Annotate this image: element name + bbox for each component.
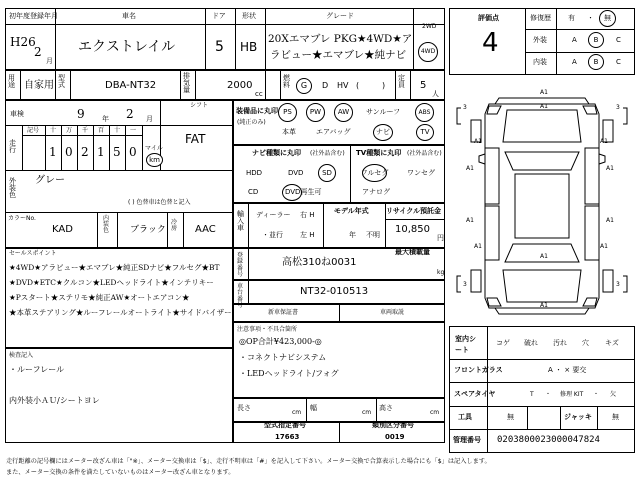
reg-month: 2	[34, 45, 42, 59]
exterior-grade-c: C	[616, 36, 621, 44]
repair-yes: 有	[568, 14, 575, 22]
jack-value: 無	[612, 413, 619, 421]
damage-label: A1	[466, 217, 474, 224]
damage-label: A1	[606, 165, 614, 172]
spec-row	[5, 70, 445, 100]
equip-sunroof: サンルーフ	[366, 108, 401, 116]
interior-color: ブラック	[130, 225, 166, 235]
class-value: 0019	[385, 433, 405, 441]
damage-label: A1	[474, 243, 482, 250]
car-name-label: 車名	[122, 12, 136, 20]
registration-plate: 高松310ね0031	[282, 257, 357, 268]
tv-fullseg-mark: フルセグ	[362, 164, 387, 182]
exterior-grade-mark: B	[588, 32, 604, 48]
equipment-title: 装備品に丸印	[236, 107, 278, 115]
nav-subtitle: (社外品含む)	[310, 150, 345, 157]
displacement-label: 排気量	[183, 72, 190, 94]
seat-item: 穴	[582, 339, 589, 347]
nav-title: ナビ種類に丸印	[252, 149, 301, 157]
footer-note-2: また、メーター交換の条件を満たしていないものはメーター改ざん車となります。	[6, 469, 235, 476]
model-spec-value: 17663	[275, 433, 300, 441]
usage-label: 用途	[8, 74, 15, 89]
spare-item: ・	[545, 391, 552, 398]
tools-value: 無	[507, 413, 514, 421]
mgmt-label: 管理番号	[453, 436, 481, 444]
place-label: 一	[130, 127, 137, 134]
equipment-subtitle: (純正のみ)	[237, 119, 266, 126]
inspection-month: 2	[126, 107, 134, 121]
class-label: 類別区分番号	[372, 421, 414, 429]
registration-label: 登録番号	[237, 252, 244, 278]
tv-oneseg: ワンセグ	[407, 169, 435, 177]
notes-label: 注意事項・不具合箇所	[237, 326, 298, 333]
mileage-digit: 0	[129, 145, 137, 159]
displacement-unit: cc	[255, 90, 263, 98]
displacement-value: 2000	[227, 80, 253, 91]
inspection-year: 9	[77, 107, 85, 121]
bracket-number: 3	[616, 281, 620, 288]
nav-dvd-playback-mark: DVD再生可	[282, 184, 302, 201]
sales-point-line: ★Pスタート★ステリモ★純正AW★オートエアコン★	[9, 293, 190, 302]
car-name: エクストレイル	[78, 39, 176, 55]
damage-label: A1	[606, 217, 614, 224]
seat-item: コゲ	[496, 339, 510, 347]
unit-mile: マイル	[145, 145, 163, 152]
import-dealer: ディーラー	[256, 211, 291, 219]
capacity-unit: 人	[432, 90, 439, 98]
usage-value: 自家用	[24, 80, 54, 91]
length-label: 長さ	[237, 404, 251, 412]
mileage-digit: 0	[65, 145, 73, 159]
grade-label: グレード	[326, 12, 354, 20]
import-right: 右 H	[300, 211, 315, 219]
bracket-number: 3	[463, 104, 467, 111]
width-label: 幅	[310, 404, 317, 412]
equip-tv-mark: TV	[416, 124, 434, 141]
model-spec-label: 型式指定番号	[264, 421, 306, 429]
height-label: 高さ	[379, 404, 393, 412]
exterior-grade-a: A	[572, 36, 577, 44]
score-label: 評価点	[478, 14, 499, 22]
mileage-digit: 1	[49, 145, 57, 159]
interior-grade-a: A	[572, 58, 577, 66]
exterior-grade-label: 外装	[533, 36, 547, 44]
tv-analog: アナログ	[362, 188, 390, 196]
door-label: ドア	[212, 12, 226, 20]
seat-item: 汚れ	[553, 339, 567, 347]
body-type: HB	[240, 40, 258, 54]
spare-item: 欠	[610, 391, 617, 398]
spare-item: T	[530, 391, 534, 398]
equip-ps-mark: PS	[278, 103, 297, 122]
glass-label: フロントガラス	[454, 366, 503, 374]
era-year: H26	[10, 35, 36, 49]
exterior-note: ( ) 色替車は色替と記入	[128, 199, 191, 206]
exterior-label: 外装色	[9, 177, 16, 199]
seat-item: キズ	[605, 339, 619, 347]
unit-km-mark: km	[146, 153, 163, 167]
note-line: ・LEDヘッドライト/フォグ	[239, 369, 339, 378]
width-unit: cm	[362, 409, 372, 416]
nav-hdd: HDD	[246, 169, 263, 177]
color-no-label: カラーNo.	[8, 215, 36, 222]
interior-grade-label: 内装	[533, 58, 547, 66]
import-label: 輸入車	[237, 210, 244, 232]
fuel-paren-open: (	[356, 81, 360, 90]
glass-value: A ・ × 要交	[548, 366, 587, 374]
jack-label: ジャッキ	[564, 413, 592, 421]
frame-number: NT32-010513	[300, 286, 369, 297]
length-unit: cm	[292, 409, 302, 416]
damage-label: A1	[600, 138, 608, 145]
inspector-line: 内外装小ＡＵ/シートヨレ	[9, 396, 100, 405]
damage-label: A1	[540, 302, 548, 309]
import-left: 左 H	[300, 231, 315, 239]
place-label: 十	[50, 127, 57, 134]
model-year-label: モデル年式	[334, 207, 369, 215]
equip-pw-mark: PW	[306, 103, 325, 122]
fuel-hv: HV	[337, 81, 349, 90]
damage-label: A1	[600, 243, 608, 250]
seat-item: 破れ	[524, 339, 538, 347]
nav-sd-mark: SD	[318, 164, 336, 182]
fuel-paren-close: )	[382, 81, 386, 90]
max-load-label: 最大積載量	[395, 248, 430, 256]
model-value: DBA-NT32	[105, 80, 157, 91]
badge-2wd: 2WD	[422, 23, 437, 30]
note-line: ◎OP合計¥423,000-◎	[239, 337, 322, 346]
spare-item: ・	[593, 391, 600, 398]
repair-none-mark: 無	[599, 10, 616, 27]
inspection-year-unit: 年	[102, 115, 109, 123]
footer-note-1: 走行距離の記号欄にはメーター改ざん車は「"※」、メーター交換車は「$」、走行不明車は「#」を記入して下さい。メーター交換で合算表示した場合にも「$」は記入します。	[6, 458, 491, 465]
fuel-diesel: D	[322, 81, 329, 90]
bracket-number: 3	[616, 104, 620, 111]
damage-label: A1	[540, 103, 548, 110]
recycle-label: リサイクル預託金	[386, 207, 442, 215]
bracket-number: 3	[463, 281, 467, 288]
sales-point-line: ★DVD★ETC★クルコン★LEDヘッドライト★インテリキー	[9, 278, 214, 287]
damage-label: A1	[474, 138, 482, 145]
tv-title: TV種類に丸印	[356, 149, 402, 157]
place-label: 千	[82, 127, 89, 134]
spare-label: スペアタイヤ	[454, 390, 496, 398]
inspection-month-unit: 月	[146, 115, 153, 123]
model-year-unit: 年	[349, 231, 356, 239]
seat-label: 室内シート	[455, 335, 476, 354]
equip-abs-mark: ABS	[415, 103, 434, 122]
place-label: 百	[98, 127, 105, 134]
equip-leather: 本革	[282, 128, 296, 136]
warranty-book-label: 新車保証書	[268, 309, 299, 316]
model-year-unknown: 不明	[366, 231, 380, 239]
ac-label: 冷房	[171, 219, 178, 232]
mileage-digit: 1	[97, 145, 105, 159]
place-label: 十	[114, 127, 121, 134]
reg-month-unit: 月	[46, 57, 53, 65]
mileage-digit: 2	[81, 145, 89, 159]
sales-point-line: ★4WD★アラビュー★エマブレ★純正SDナビ★フルセグ★BT	[9, 263, 220, 272]
capacity-value: 5	[420, 80, 427, 91]
import-parallel: ・並行	[262, 231, 283, 239]
mileage-first-label: 記号	[27, 127, 40, 134]
dimensions-block	[233, 398, 445, 422]
spare-item: 修理 KIT	[560, 391, 584, 398]
inspector-label: 検査記入	[9, 352, 34, 359]
shift-value: FAT	[185, 132, 206, 146]
mileage-label: 走行	[9, 139, 16, 154]
manual-label: 車両取説	[380, 309, 405, 316]
car-body-diagram	[449, 80, 635, 324]
fuel-gasoline-mark: G	[296, 78, 312, 94]
score-value: 4	[482, 28, 499, 58]
tools-label: 工具	[458, 413, 472, 421]
ac-value: AAC	[195, 224, 216, 235]
height-unit: cm	[430, 409, 440, 416]
note-line: ・コネクトナビシステム	[239, 353, 327, 362]
mgmt-value: 0203800023000047824	[497, 435, 600, 445]
grade-line-2: ラビュー★エマブレ★純ナビ	[270, 49, 407, 61]
body-label: 形状	[242, 12, 256, 20]
place-label: 万	[66, 127, 73, 134]
sales-points-label: セールスポイント	[9, 250, 57, 257]
damage-label: A1	[466, 165, 474, 172]
damage-label: A1	[540, 89, 548, 96]
equip-navi-mark: ナビ	[373, 124, 393, 141]
repair-dot: ・	[587, 14, 594, 22]
nav-cd: CD	[248, 188, 259, 196]
sales-point-line: ★本革ステアリング★ルーフレールオートライト★サイドバイザー	[9, 308, 232, 317]
equip-airbag: エアバッグ	[316, 128, 351, 136]
shift-label: シフト	[190, 102, 209, 109]
grade-line-1: 20Xエマブレ PKG★4WD★ア	[268, 33, 413, 45]
max-load-unit: kg	[437, 269, 445, 276]
inspector-line: ・ルーフレール	[9, 365, 65, 374]
recycle-value: 10,850	[395, 224, 430, 235]
badge-4wd: 4WD	[418, 42, 438, 62]
inspection-label: 車検	[10, 110, 24, 118]
mileage-digit: 5	[113, 145, 121, 159]
nav-dvd: DVD	[288, 169, 304, 177]
color-no: KAD	[52, 224, 73, 235]
equip-aw-mark: AW	[334, 103, 353, 122]
repair-label: 修復歴	[530, 14, 551, 22]
tv-subtitle: (社外品含む)	[407, 150, 442, 157]
fuel-label: 燃料	[283, 74, 290, 89]
doors: 5	[215, 39, 224, 55]
damage-label: A1	[540, 253, 548, 260]
model-label: 型式	[58, 74, 65, 89]
interior-grade-c: C	[616, 58, 621, 66]
interior-label: 内装色	[103, 215, 110, 234]
interior-grade-mark: B	[588, 54, 604, 70]
recycle-unit: 円	[437, 234, 444, 242]
frame-label: 車台番号	[237, 283, 244, 309]
capacity-label: 定員	[398, 74, 405, 89]
exterior-color: グレー	[35, 175, 65, 186]
first-reg-label: 初年度登録年月	[9, 12, 58, 20]
